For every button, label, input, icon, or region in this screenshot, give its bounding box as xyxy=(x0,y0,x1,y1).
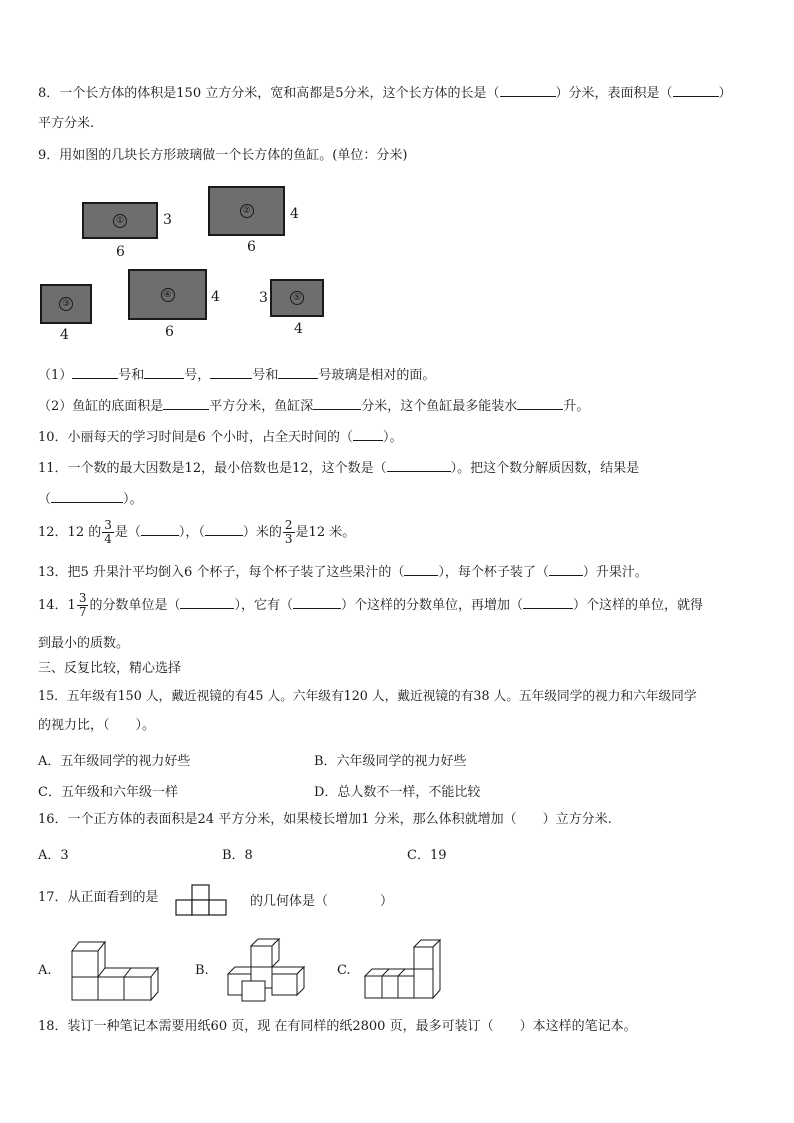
answer-blank[interactable] xyxy=(141,523,179,536)
solid-figure-b[interactable] xyxy=(224,938,308,1002)
answer-blank[interactable] xyxy=(404,563,438,576)
answer-blank[interactable] xyxy=(673,84,719,97)
question-15-line2: 的视力比，（ ）。 xyxy=(38,718,156,733)
option-b[interactable]: B. xyxy=(195,963,209,978)
answer-blank[interactable] xyxy=(517,397,563,410)
question-13: 13．把5 升果汁平均倒入6 个杯子，每个杯子装了这些果汁的（ ），每个杯子装了（ ）升果汁。 xyxy=(38,565,648,580)
answer-blank[interactable] xyxy=(210,366,252,379)
question-8-line1: 8．一个长方体的体积是150 立方分米，宽和高都是5分米，这个长方体的长是（ ）分米，表面积是（ ） xyxy=(38,86,732,101)
solid-figure-c[interactable] xyxy=(364,938,444,1002)
answer-blank[interactable] xyxy=(353,428,383,441)
question-10: 10．小丽每天的学习时间是6 个小时，占全天时间的（ ）。 xyxy=(38,430,403,445)
option-d[interactable]: D．总人数不一样，不能比较 xyxy=(314,785,481,800)
question-18: 18．装订一种笔记本需要用纸60 页，现 在有同样的纸2800 页，最多可装订（ ）本这样的笔记本。 xyxy=(38,1019,637,1034)
question-11-line1: 11．一个数的最大因数是12，最小倍数也是12，这个数是（ ）。把这个数分解质因数，结果是 xyxy=(38,461,640,476)
question-9-part-2: （2）鱼缸的底面积是 平方分米，鱼缸深 分米，这个鱼缸最多能装水 升。 xyxy=(38,399,590,414)
question-17-text-b: 的几何体是（ ） xyxy=(250,894,394,909)
question-9-part-1: （1） 号和 号， 号和 号玻璃是相对的面。 xyxy=(38,368,436,383)
answer-blank[interactable] xyxy=(387,459,451,472)
answer-blank[interactable] xyxy=(549,563,583,576)
glass-panel-2: ② xyxy=(208,186,285,236)
glass-4-width: 6 xyxy=(165,324,174,340)
section-heading: 三、反复比较，精心选择 xyxy=(38,661,182,676)
answer-blank[interactable] xyxy=(72,366,118,379)
option-c[interactable]: C．19 xyxy=(407,848,447,863)
answer-blank[interactable] xyxy=(51,490,123,503)
question-12: 12．12 的 $\frac{3}{4}$ 是（ ），（ ）米的 $\frac{2}{3}$ 是12 米。 xyxy=(38,518,356,546)
question-11-line2: （ ）。 xyxy=(38,492,143,507)
glass-panel-3: ③ xyxy=(40,284,92,324)
question-9-title: 9．用如图的几块长方形玻璃做一个长方体的鱼缸。(单位：分米) xyxy=(38,148,408,163)
fraction-3-4: $\frac{3}{4}$ xyxy=(104,518,112,546)
question-16: 16．一个正方体的表面积是24 平方分米，如果棱长增加1 分米，那么体积就增加（ ）立方分米. xyxy=(38,812,612,827)
glass-panel-1: ① xyxy=(82,202,158,239)
glass-1-width: 6 xyxy=(116,244,125,260)
option-a[interactable]: A. xyxy=(38,963,52,978)
answer-blank[interactable] xyxy=(500,84,556,97)
option-b[interactable]: B．8 xyxy=(222,848,253,863)
option-c[interactable]: C. xyxy=(337,963,351,978)
answer-blank[interactable] xyxy=(313,397,361,410)
glass-panel-5: ⑤ xyxy=(270,279,324,317)
glass-panel-4: ④ xyxy=(128,269,207,320)
glass-1-height: 3 xyxy=(163,212,172,228)
option-a[interactable]: A．3 xyxy=(38,848,69,863)
glass-2-height: 4 xyxy=(290,206,299,222)
glass-5-height: 3 xyxy=(259,290,268,306)
option-b[interactable]: B．六年级同学的视力好些 xyxy=(314,754,467,769)
fraction-2-3: $\frac{2}{3}$ xyxy=(284,518,293,546)
solid-figure-a[interactable] xyxy=(70,938,162,1002)
option-a[interactable]: A．五年级同学的视力好些 xyxy=(38,754,191,769)
answer-blank[interactable] xyxy=(180,596,234,609)
front-view-figure xyxy=(175,884,227,916)
question-8-line2: 平方分米. xyxy=(38,116,95,131)
option-c[interactable]: C．五年级和六年级一样 xyxy=(38,785,178,800)
question-14-line1: 14．1 $\frac{3}{7}$ 的分数单位是（ ），它有（ ）个这样的分数单位，再增加（ ）个这样的单位，就得 xyxy=(38,591,704,619)
glass-4-height: 4 xyxy=(211,289,220,305)
glass-5-width: 4 xyxy=(294,321,303,337)
answer-blank[interactable] xyxy=(523,596,573,609)
answer-blank[interactable] xyxy=(163,397,209,410)
glass-3-width: 4 xyxy=(60,327,69,343)
answer-blank[interactable] xyxy=(278,366,318,379)
answer-blank[interactable] xyxy=(293,596,341,609)
question-15-line1: 15．五年级有150 人，戴近视镜的有45 人。六年级有120 人，戴近视镜的有38 人。五年级同学的视力和六年级同学 xyxy=(38,688,697,703)
question-14-line2: 到最小的质数。 xyxy=(38,636,130,651)
glass-2-width: 6 xyxy=(247,239,256,255)
question-17-text-a: 17．从正面看到的是 xyxy=(38,890,159,905)
fraction-3-7: $\frac{3}{7}$ xyxy=(78,591,87,619)
answer-blank[interactable] xyxy=(205,523,243,536)
answer-blank[interactable] xyxy=(144,366,184,379)
